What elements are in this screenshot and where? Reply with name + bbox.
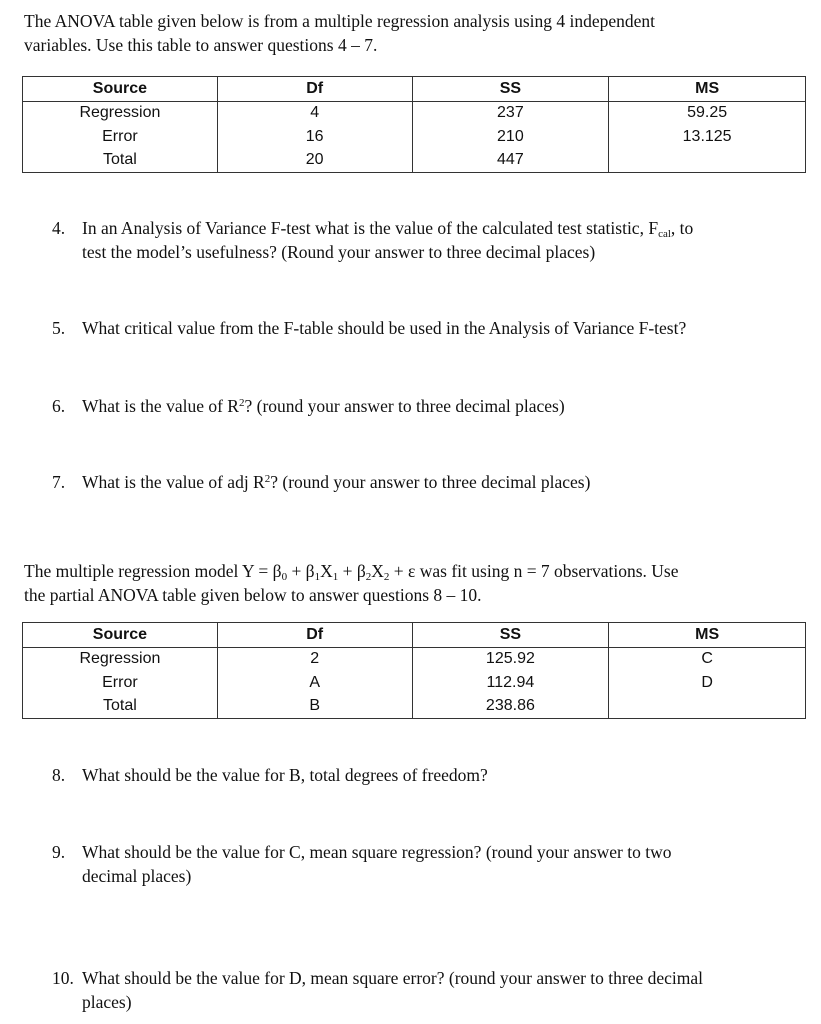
model-x2: X <box>371 561 384 581</box>
table-1-cell: 59.25 <box>609 101 806 125</box>
question-text <box>82 216 812 264</box>
question-5 <box>52 316 812 342</box>
intro-1-line-2: variables. Use this table to answer questions 4 – 7. <box>24 35 378 55</box>
question-4 <box>52 216 812 266</box>
table-2-cell: 2 <box>217 647 412 671</box>
model-plus-beta-1: + β <box>287 561 315 581</box>
question-number: 9. <box>52 842 66 862</box>
table-1-header-df: Df <box>217 77 412 102</box>
r-squared-superscript: 2 <box>238 397 245 409</box>
anova-table-1 <box>22 76 806 173</box>
question-7-text-end: ? (round your answer to three decimal places) <box>270 472 591 492</box>
question-6 <box>52 394 812 420</box>
table-1-cell: Regression <box>23 101 218 125</box>
x-1-subscript: 1 <box>332 571 339 583</box>
question-text <box>82 840 812 888</box>
question-text <box>82 966 812 1014</box>
table-2-header-ms: MS <box>609 623 806 648</box>
table-2-header-df: Df <box>217 623 412 648</box>
table-1-cell: Error <box>23 125 218 149</box>
beta-2-subscript: 2 <box>365 571 372 583</box>
question-number: 4. <box>52 218 66 238</box>
table-row <box>23 125 806 149</box>
table-2-cell: 112.94 <box>412 671 609 695</box>
question-4-line-2: test the model’s usefulness? (Round your answer to three decimal places) <box>82 242 596 262</box>
table-2-cell: Total <box>23 695 218 719</box>
table-1-header-ms: MS <box>609 77 806 102</box>
model-text-end: + ε was fit using n = 7 observations. Use <box>389 561 679 581</box>
question-9-line-2: decimal places) <box>82 866 192 886</box>
f-cal-subscript: cal <box>658 228 671 240</box>
beta-1-subscript: 1 <box>314 571 321 583</box>
table-2-cell: Error <box>23 671 218 695</box>
table-1-cell: 237 <box>412 101 609 125</box>
question-text <box>82 394 812 418</box>
table-1-cell: 13.125 <box>609 125 806 149</box>
table-row <box>23 695 806 719</box>
intro-2-line-2: the partial ANOVA table given below to answer questions 8 – 10. <box>24 585 482 605</box>
intro-1-line-1: The ANOVA table given below is from a multiple regression analysis using 4 independent <box>24 11 656 31</box>
table-2-header-source: Source <box>23 623 218 648</box>
beta-0-subscript: 0 <box>281 571 288 583</box>
table-row <box>23 149 806 173</box>
table-row <box>23 671 806 695</box>
x-2-subscript: 2 <box>383 571 390 583</box>
table-1-cell: 16 <box>217 125 412 149</box>
question-6-text-start: What is the value of R <box>82 396 239 416</box>
table-2-cell: 238.86 <box>412 695 609 719</box>
model-text-start: The multiple regression model Y = β <box>24 561 282 581</box>
table-2-cell: 125.92 <box>412 647 609 671</box>
question-text: What critical value from the F-table should be used in the Analysis of Variance F-test? <box>82 318 687 338</box>
table-2-header-row <box>23 623 806 648</box>
question-4-text-start: In an Analysis of Variance F-test what is the value of the calculated test statistic, F <box>82 218 659 238</box>
question-text <box>82 470 812 494</box>
question-6-text-end: ? (round your answer to three decimal places) <box>244 396 565 416</box>
question-10-line-1: What should be the value for D, mean square error? (round your answer to three decimal <box>82 968 704 988</box>
question-number: 5. <box>52 318 66 338</box>
table-1-header-row <box>23 77 806 102</box>
model-plus-beta-2: + β <box>338 561 366 581</box>
table-row <box>23 647 806 671</box>
question-10-line-2: places) <box>82 992 132 1012</box>
question-8 <box>52 763 812 789</box>
question-4-text-end: , to <box>670 218 694 238</box>
table-1-cell: 447 <box>412 149 609 173</box>
question-9 <box>52 840 812 890</box>
table-1-header-ss: SS <box>412 77 609 102</box>
question-text: What should be the value for B, total degrees of freedom? <box>82 765 488 785</box>
table-2-cell: A <box>217 671 412 695</box>
table-2-cell: C <box>609 647 806 671</box>
table-1-header-source: Source <box>23 77 218 102</box>
intro-paragraph-2 <box>24 559 814 607</box>
table-row <box>23 101 806 125</box>
table-2-cell: B <box>217 695 412 719</box>
intro-2-line-1 <box>24 559 814 583</box>
question-9-line-1: What should be the value for C, mean square regression? (round your answer to two <box>82 842 672 862</box>
table-1-cell: 20 <box>217 149 412 173</box>
question-number: 6. <box>52 396 66 416</box>
intro-paragraph-1 <box>24 9 814 57</box>
adj-r-squared-superscript: 2 <box>264 473 271 485</box>
table-2-cell: Regression <box>23 647 218 671</box>
table-2-cell: D <box>609 671 806 695</box>
table-2-cell <box>609 695 806 719</box>
model-x1: X <box>320 561 333 581</box>
table-1-cell: Total <box>23 149 218 173</box>
table-2-header-ss: SS <box>412 623 609 648</box>
table-1-cell: 4 <box>217 101 412 125</box>
question-number: 7. <box>52 472 66 492</box>
question-10 <box>52 966 812 1016</box>
table-1-cell <box>609 149 806 173</box>
question-number: 8. <box>52 765 66 785</box>
table-1-cell: 210 <box>412 125 609 149</box>
question-number: 10. <box>52 968 74 988</box>
anova-table-2 <box>22 622 806 719</box>
question-7 <box>52 470 812 496</box>
question-7-text-start: What is the value of adj R <box>82 472 265 492</box>
